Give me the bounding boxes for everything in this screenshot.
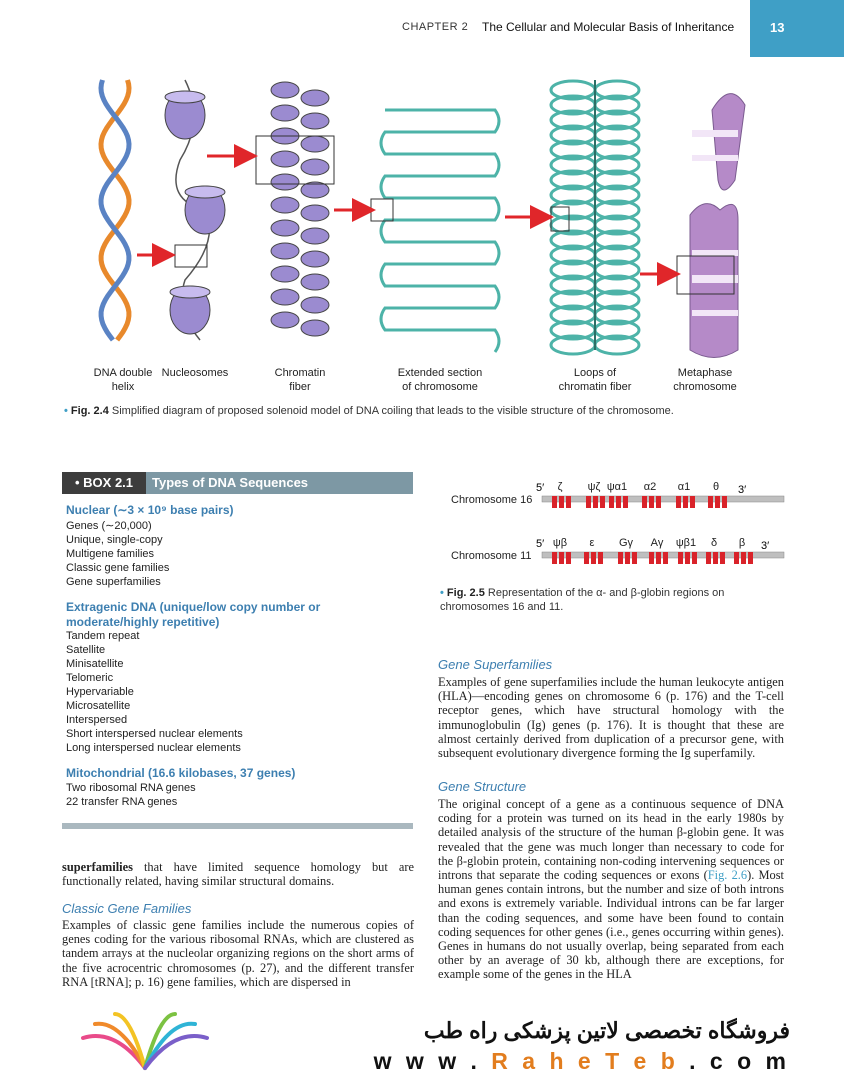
globin-gene-figure <box>436 478 796 573</box>
gene-block <box>656 552 661 564</box>
fig24-caption <box>64 405 674 417</box>
list-item: Classic gene families <box>66 562 170 574</box>
box-heading-mitochondrial: Mitochondrial (16.6 kilobases, 37 genes) <box>66 766 296 780</box>
fiber-nucleosome <box>271 312 299 328</box>
chapter-title: The Cellular and Molecular Basis of Inheritance <box>482 20 735 34</box>
gene-label: Aγ <box>650 537 664 549</box>
open-book-logo <box>75 1008 215 1078</box>
chromosome-arm <box>712 94 745 190</box>
label-extended-section: Extended section of chromosome <box>397 367 483 393</box>
gene-block <box>706 552 711 564</box>
box-title: Types of DNA Sequences <box>152 475 309 490</box>
gene-block <box>566 496 571 508</box>
paragraph-text: The original concept of a gene as a continuous sequence of DNA coding for a protein was turned on its head in the early 1980s by detailed analysis of the structure of the human β-globin gene. It was revealed that the gene was much longer than necessary to code for the β-globin protein, containing non-coding intervening sequences or introns that separate the coding sequences or exons ( <box>438 797 784 883</box>
gene-block <box>586 496 591 508</box>
box-heading-nuclear: Nuclear (∼3 × 10⁹ base pairs) <box>66 503 234 517</box>
chromosome-band <box>692 155 738 161</box>
dna-coiling-figure <box>0 60 844 400</box>
gene-label: δ <box>710 537 718 549</box>
list-item: Telomeric <box>66 672 114 684</box>
gene-block <box>649 496 654 508</box>
chromatin-fiber-illustration <box>256 82 334 336</box>
gene-block <box>683 496 688 508</box>
caption-bullet: • <box>440 587 444 599</box>
fiber-nucleosome <box>271 197 299 213</box>
gene-block <box>715 496 720 508</box>
box-heading-extragenic: Extragenic DNA (unique/low copy number or moderate/highly repetitive) <box>66 600 321 629</box>
fig25-caption-text: Representation of the α- and β-globin regions on chromosomes 16 and 11. <box>440 587 725 613</box>
gene-block <box>623 496 628 508</box>
gene-label: ψα1 <box>606 481 628 493</box>
chapter-label: CHAPTER 2 <box>402 21 469 33</box>
nucleosome-top <box>185 186 225 198</box>
chromatin-loops-illustration <box>551 80 639 354</box>
gene-label: α2 <box>643 481 657 493</box>
gene-block <box>685 552 690 564</box>
chr16-3prime: 3′ <box>738 484 747 496</box>
box-list-nuclear <box>66 519 169 589</box>
chr11-3prime: 3′ <box>761 540 770 552</box>
fiber-nucleosome <box>301 159 329 175</box>
promo-website[interactable] <box>374 1048 790 1075</box>
gene-block <box>708 496 713 508</box>
gene-block <box>552 496 557 508</box>
box-bullet: • <box>74 475 84 490</box>
fiber-nucleosome <box>271 174 299 190</box>
gene-block <box>632 552 637 564</box>
gene-block <box>734 552 739 564</box>
site-brand: R a h e T e b <box>491 1048 679 1074</box>
extended-fiber <box>381 110 499 352</box>
list-item: Microsatellite <box>66 700 131 712</box>
list-item: Hypervariable <box>66 686 134 698</box>
box-list-mitochondrial <box>66 781 196 809</box>
gene-block <box>559 552 564 564</box>
chr16-bar <box>542 496 784 502</box>
gene-block <box>618 552 623 564</box>
page-number-tab <box>750 0 844 57</box>
gene-block <box>748 552 753 564</box>
list-item: Short interspersed nuclear elements <box>66 728 243 740</box>
page-number: 13 <box>770 20 785 35</box>
label-chromatin-loops: Loops of chromatin fiber <box>558 367 632 393</box>
metaphase-chromosome-illustration <box>677 94 745 358</box>
gene-label: θ <box>712 481 720 493</box>
label-metaphase-chromosome: Metaphase chromosome <box>673 367 737 393</box>
gene-block <box>678 552 683 564</box>
heading-classic-gene-families: Classic Gene Families <box>62 901 192 916</box>
left-paragraph-1 <box>62 860 414 888</box>
chr16-5prime: 5′ <box>536 482 545 494</box>
nucleosomes-illustration <box>165 80 225 340</box>
box-badge-text: BOX 2.1 <box>83 475 134 490</box>
fig24-caption-label: Fig. 2.4 <box>70 405 109 417</box>
chr11-label: Chromosome 11 <box>451 550 532 562</box>
gene-block <box>609 496 614 508</box>
gene-block <box>566 552 571 564</box>
chromosome-band <box>692 310 738 316</box>
paragraph-text: that have limited sequence homology but are functionally related, having similar structural domains. <box>62 860 414 889</box>
gene-block <box>720 552 725 564</box>
site-prefix: w w w . <box>373 1048 492 1074</box>
fiber-nucleosome <box>271 289 299 305</box>
fiber-nucleosome <box>301 274 329 290</box>
gene-block <box>600 496 605 508</box>
gene-block <box>741 552 746 564</box>
gene-block <box>676 496 681 508</box>
chr16-label: Chromosome 16 <box>451 494 533 506</box>
extended-section-illustration <box>371 110 499 352</box>
chr16-genes <box>552 481 727 508</box>
fiber-nucleosome <box>301 205 329 221</box>
gene-block <box>552 552 557 564</box>
gene-block <box>692 552 697 564</box>
site-suffix: . c o m <box>678 1048 790 1074</box>
fiber-nucleosome <box>301 136 329 152</box>
fiber-nucleosome <box>271 220 299 236</box>
list-item: Minisatellite <box>66 658 124 670</box>
fig25-caption <box>440 586 786 614</box>
label-chromatin-fiber: Chromatin fiber <box>274 367 326 393</box>
fiber-nucleosome <box>301 320 329 336</box>
gene-block <box>690 496 695 508</box>
gene-block <box>713 552 718 564</box>
fig24-caption-text: Simplified diagram of proposed solenoid model of DNA coiling that leads to the visible structure of the chromosome. <box>111 405 674 417</box>
heading-gene-structure: Gene Structure <box>438 779 527 794</box>
nucleosome-top <box>165 91 205 103</box>
nucleosome-top <box>170 286 210 298</box>
gene-block <box>649 552 654 564</box>
fiber-nucleosome <box>271 266 299 282</box>
promo-persian-text: فروشگاه تخصصی لاتین پزشکی راه طب <box>423 1018 790 1043</box>
paragraph-text: ). Most human genes contain introns, but the number and size of both introns and exons is extremely variable. Individual introns can be far larger than the coding sequences, and some have been found to contain coding sequences for other genes (i.e., genes occurring within genes). Genes in humans do not usually overlap, being separated from each other by an average of 30 kb, although there are exceptions, for example some of the genes in the HLA <box>438 868 784 982</box>
chromosome-band <box>692 130 738 137</box>
box-footer-bar <box>62 823 413 829</box>
fiber-nucleosome <box>301 113 329 129</box>
gene-block <box>559 496 564 508</box>
gene-label: ψζ <box>587 481 601 493</box>
fiber-nucleosome <box>271 151 299 167</box>
chr11-genes <box>552 537 753 564</box>
gene-label: ζ <box>557 481 563 493</box>
gene-block <box>625 552 630 564</box>
fiber-nucleosome <box>301 297 329 313</box>
gene-block <box>722 496 727 508</box>
gene-block <box>616 496 621 508</box>
fig25-caption-label: Fig. 2.5 <box>446 587 485 599</box>
gene-block <box>663 552 668 564</box>
list-item: Genes (∼20,000) <box>66 520 152 532</box>
gene-block <box>593 496 598 508</box>
box-list-extragenic <box>66 629 243 755</box>
gene-label: β <box>738 537 746 549</box>
gene-label: ψβ1 <box>675 537 697 549</box>
gene-block <box>598 552 603 564</box>
left-paragraph-2: Examples of classic gene families include the numerous copies of genes coding for the various ribosomal RNAs, which are clustered as tandem arrays at the nucleolar organizing regions on the short arms of the five acrocentric chromosomes (p. 27), and the different transfer RNA [tRNA]; p. 16) gene families, which are dispersed in <box>62 918 414 989</box>
chromosome-band <box>692 275 738 283</box>
gene-label: Gγ <box>618 537 634 549</box>
right-paragraph-1: Examples of gene superfamilies include the human leukocyte antigen (HLA)—encoding genes on chromosome 6 (p. 176) and the T-cell receptor genes, which have structural homology with the immunoglobulin (Ig) genes (p. 176). It is thought that these are almost certainly derived from duplication of a precursor gene, with subsequent evolutionary divergence forming the Ig superfamily. <box>438 675 784 761</box>
fiber-nucleosome <box>301 228 329 244</box>
list-item: 22 transfer RNA genes <box>66 796 178 808</box>
list-item: Long interspersed nuclear elements <box>66 742 241 754</box>
gene-label: ε <box>589 537 595 549</box>
gene-label: ψβ <box>552 537 568 549</box>
heading-gene-superfamilies: Gene Superfamilies <box>438 657 553 672</box>
list-item: Interspersed <box>66 714 128 726</box>
dna-double-helix <box>101 80 129 340</box>
fiber-nucleosome <box>271 243 299 259</box>
list-item: Tandem repeat <box>66 630 140 642</box>
list-item: Two ribosomal RNA genes <box>66 782 196 794</box>
fiber-nucleosome <box>271 82 299 98</box>
list-item: Satellite <box>66 644 106 656</box>
chromosome-band <box>692 250 738 256</box>
box-badge <box>62 472 146 494</box>
gene-block <box>656 496 661 508</box>
zoom-box <box>371 199 393 221</box>
list-item: Gene superfamilies <box>66 576 161 588</box>
label-nucleosomes: Nucleosomes <box>161 367 229 379</box>
fiber-nucleosome <box>271 105 299 121</box>
label-dna-helix: DNA double helix <box>93 367 153 393</box>
list-item: Unique, single-copy <box>66 534 163 546</box>
gene-label: α1 <box>677 481 691 493</box>
fig26-link[interactable]: Fig. 2.6 <box>707 868 748 883</box>
right-paragraph-2 <box>438 797 784 982</box>
gene-block <box>584 552 589 564</box>
list-item: Multigene families <box>66 548 155 560</box>
fiber-nucleosome <box>301 251 329 267</box>
bold-term: superfamilies <box>62 860 133 874</box>
fiber-nucleosome <box>301 90 329 106</box>
chr11-5prime: 5′ <box>536 538 545 550</box>
caption-bullet: • <box>64 405 68 417</box>
gene-block <box>642 496 647 508</box>
gene-block <box>591 552 596 564</box>
